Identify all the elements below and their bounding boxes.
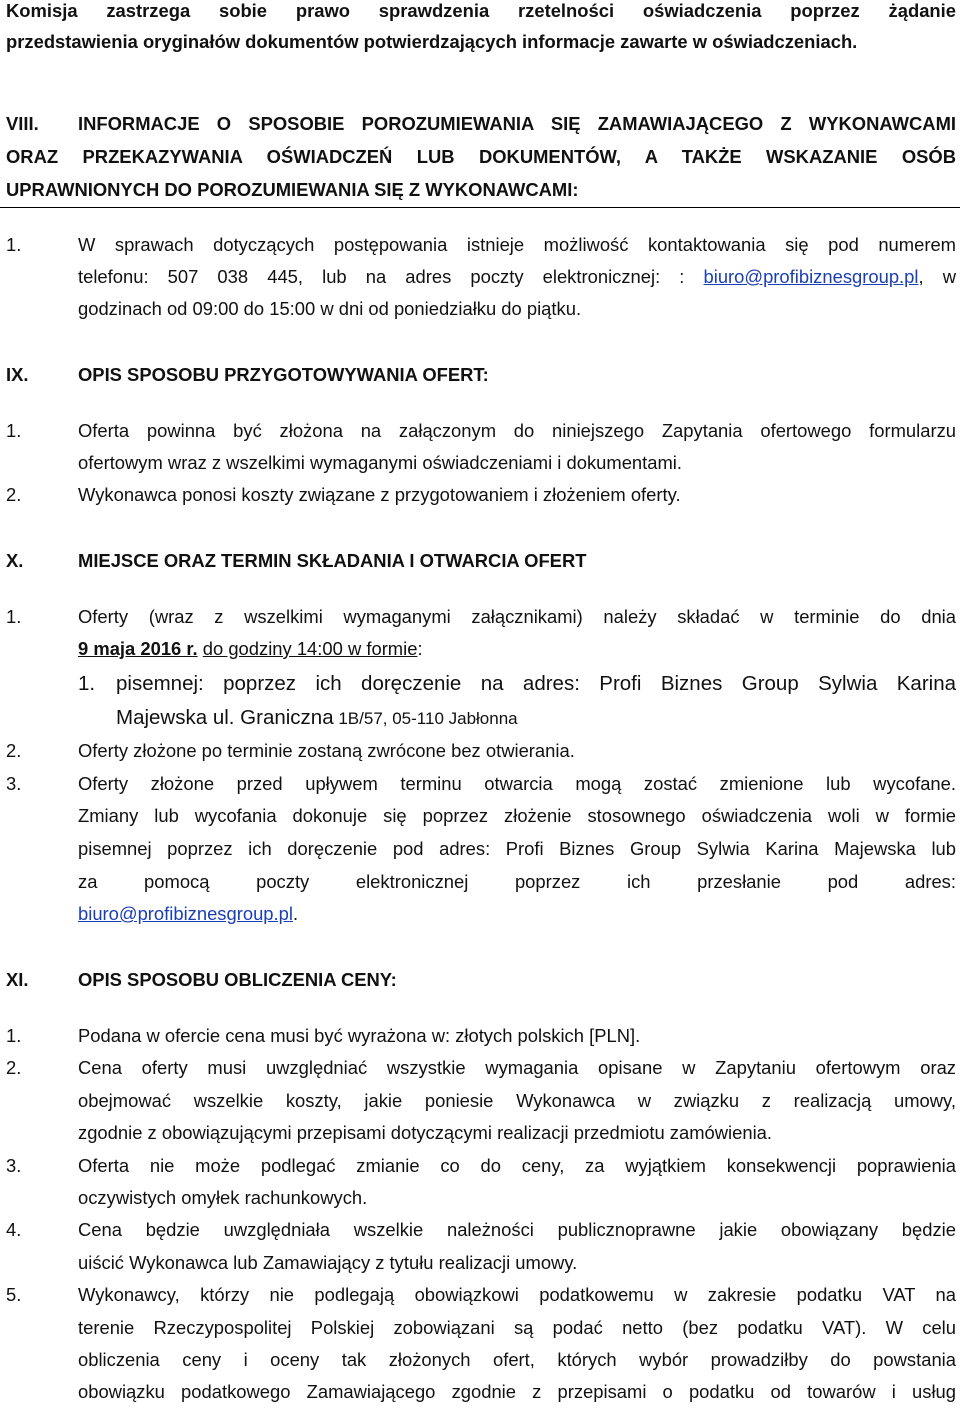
email-link-2-dot: . (292, 903, 299, 924)
s10-item-3-line-1: Oferty złożone przed upływem terminu otwarcia mogą zostać zmienione lub wycofane. (78, 773, 956, 794)
s10-item-3-number: 3. (6, 773, 22, 794)
section-x-title: MIEJSCE ORAZ TERMIN SKŁADANIA I OTWARCIA OFERT (78, 550, 587, 571)
s8-item-1-line-1: W sprawach dotyczących postępowania istnieje możliwość kontaktowania się pod numerem (78, 234, 956, 255)
s11-item-2-line-1: Cena oferty musi uwzględniać wszystkie wymagania opisane w Zapytaniu ofertowym oraz (78, 1057, 956, 1078)
section-ix-number: IX. (6, 364, 29, 385)
email-link[interactable]: biuro@profibiznesgroup.pl (703, 266, 919, 287)
s10-sub-1-number: 1. (78, 672, 96, 695)
s11-item-1-number: 1. (6, 1025, 22, 1046)
s11-item-4-number: 4. (6, 1219, 22, 1240)
s10-item-3-line-5 (78, 903, 956, 925)
s9-item-1-line-1: Oferta powinna być złożona na załączonym do niniejszego Zapytania ofertowego formularzu (78, 420, 956, 441)
s11-item-5-line-1: Wykonawcy, którzy nie podlegają obowiązkowi podatkowemu w zakresie podatku VAT na (78, 1284, 956, 1305)
s10-sub-1-line-1: pisemnej: poprzez ich doręczenie na adres: Profi Biznes Group Sylwia Karina (116, 672, 956, 695)
s10-item-1-line-2 (78, 638, 956, 660)
intro-line-1: Komisja zastrzega sobie prawo sprawdzenia rzetelności oświadczenia poprzez żądanie (6, 0, 956, 21)
s10-item-2-number: 2. (6, 740, 22, 761)
s11-item-1-line-1: Podana w ofercie cena musi być wyrażona w: złotych polskich [PLN]. (78, 1025, 641, 1046)
section-viii-title-1: INFORMACJE O SPOSOBIE POROZUMIEWANIA SIĘ ZAMAWIAJĄCEGO Z WYKONAWCAMI (78, 113, 956, 134)
section-ix-title: OPIS SPOSOBU PRZYGOTOWYWANIA OFERT: (78, 364, 489, 385)
s10-item-2-line-1: Oferty złożone po terminie zostaną zwrócone bez otwierania. (78, 740, 575, 761)
s9-item-2-number: 2. (6, 484, 22, 505)
address-city: 1B/57, 05-110 Jabłonna (333, 709, 518, 728)
deadline-date: 9 maja 2016 r. (78, 638, 198, 659)
s11-item-2-number: 2. (6, 1057, 22, 1078)
s11-item-5-number: 5. (6, 1284, 22, 1305)
s11-item-5-line-2: terenie Rzeczypospolitej Polskiej zobowiązani są podać netto (bez podatku VAT). W celu (78, 1317, 956, 1338)
section-viii-title-3: UPRAWNIONYCH DO POROZUMIEWANIA SIĘ Z WYKONAWCAMI: (6, 179, 579, 200)
s10-item-3-line-4: za pomocą poczty elektronicznej poprzez ich przesłanie pod adres: (78, 871, 956, 892)
deadline-time: do godziny 14:00 w formie (202, 638, 418, 659)
email-link-2[interactable]: biuro@profibiznesgroup.pl (78, 903, 293, 924)
s8-item-1-line-2 (78, 266, 956, 288)
s11-item-3-number: 3. (6, 1155, 22, 1176)
s9-item-1-number: 1. (6, 420, 22, 441)
intro-line-2: przedstawienia oryginałów dokumentów potwierdzających informacje zawarte w oświadczeniach. (6, 31, 858, 52)
s11-item-2-line-3: zgodnie z obowiązującymi przepisami dotyczącymi realizacji przedmiotu zamówienia. (78, 1122, 773, 1143)
section-xi-number: XI. (6, 969, 29, 990)
s10-item-1-line-1: Oferty (wraz z wszelkimi wymaganymi załącznikami) należy składać w terminie do dnia (78, 606, 956, 627)
s11-item-2-line-2: obejmować wszelkie koszty, jakie poniesie Wykonawca w związku z realizacją umowy, (78, 1090, 956, 1111)
s10-item-3-line-2: Zmiany lub wycofania dokonuje się poprzez złożenie stosownego oświadczenia woli w formie (78, 805, 956, 826)
s11-item-3-line-1: Oferta nie może podlegać zmianie co do ceny, za wyjątkiem konsekwencji poprawienia (78, 1155, 956, 1176)
s9-item-1-line-2: ofertowym wraz z wszelkimi wymaganymi oświadczeniami i dokumentami. (78, 452, 682, 473)
s11-item-3-line-2: oczywistych omyłek rachunkowych. (78, 1187, 368, 1208)
s10-item-3-line-3: pisemnej poprzez ich doręczenie pod adres: Profi Biznes Group Sylwia Karina Majewska lub (78, 838, 956, 859)
s11-item-4-line-2: uiścić Wykonawca lub Zamawiający z tytułu realizacji umowy. (78, 1252, 578, 1273)
section-x-number: X. (6, 550, 24, 571)
s10-item-1-number: 1. (6, 606, 22, 627)
s8-item-1-text: telefonu: 507 038 445, lub na adres poczty elektronicznej: : (78, 266, 685, 287)
address-street: Majewska ul. Graniczna (116, 706, 334, 729)
s11-item-4-line-1: Cena będzie uwzględniała wszelkie należności publicznoprawne jakie obowiązany będzie (78, 1219, 956, 1240)
s11-item-5-line-3: obliczenia ceny i oceny tak złożonych ofert, których wybór prowadziłby do powstania (78, 1349, 956, 1370)
s10-sub-1-line-2 (116, 706, 518, 730)
s8-item-1-number: 1. (6, 234, 22, 255)
s8-item-1-text-end: , w (918, 266, 956, 287)
section-xi-title: OPIS SPOSOBU OBLICZENIA CENY: (78, 969, 397, 990)
s8-item-1-line-3: godzinach od 09:00 do 15:00 w dni od poniedziałku do piątku. (78, 298, 582, 319)
section-viii-number: VIII. (6, 113, 39, 134)
s11-item-5-line-4: obowiązku podatkowego Zamawiającego zgodnie z przepisami o podatku od towarów i usług (78, 1381, 956, 1402)
s9-item-2-line-1: Wykonawca ponosi koszty związane z przygotowaniem i złożeniem oferty. (78, 484, 681, 505)
section-viii-title-2: ORAZ PRZEKAZYWANIA OŚWIADCZEŃ LUB DOKUMENTÓW, A TAKŻE WSKAZANIE OSÓB (6, 146, 956, 167)
deadline-colon: : (417, 638, 423, 659)
section-divider (0, 207, 960, 208)
